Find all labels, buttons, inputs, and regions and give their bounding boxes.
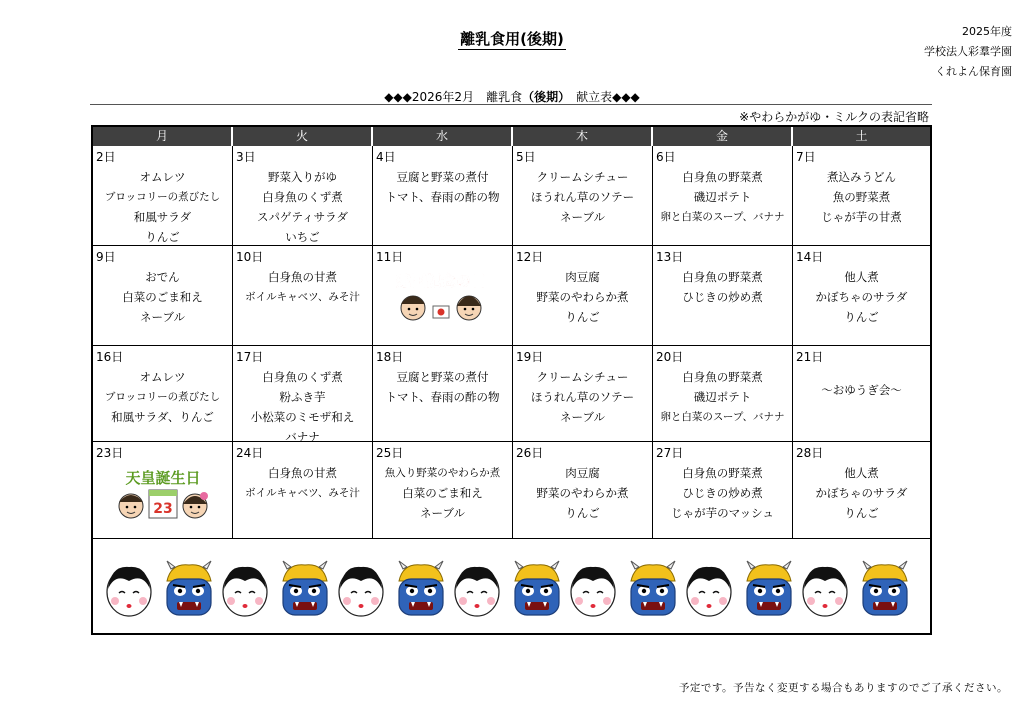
subtitle-prefix: ◆◆◆2026年2月 離乳食 bbox=[384, 90, 523, 104]
national-foundation-day-illustration bbox=[391, 270, 491, 331]
svg-text:23: 23 bbox=[153, 501, 173, 517]
menu-item: ネーブル bbox=[560, 410, 605, 424]
menu-item: ひじきの炒め煮 bbox=[682, 290, 763, 304]
menu-calendar bbox=[91, 125, 932, 635]
menu-item: 白身魚の野菜煮 bbox=[682, 466, 763, 480]
menu-item: りんご bbox=[565, 310, 600, 324]
menu-items bbox=[373, 167, 512, 207]
menu-item: ボイルキャベツ、みそ汁 bbox=[245, 487, 360, 499]
menu-item: バナナ bbox=[285, 430, 320, 442]
menu-items bbox=[93, 267, 232, 327]
menu-items bbox=[93, 167, 232, 246]
menu-items bbox=[513, 167, 652, 227]
menu-items bbox=[513, 463, 652, 523]
menu-item: 肉豆腐 bbox=[565, 466, 600, 480]
menu-item: 白身魚の野菜煮 bbox=[682, 270, 763, 284]
menu-item: ブロッコリーの煮びたし bbox=[104, 191, 221, 203]
day-cell bbox=[373, 246, 513, 346]
day-cell bbox=[373, 442, 513, 539]
menu-item: 野菜のやわらか煮 bbox=[536, 486, 629, 500]
omission-note: ※やわらかがゆ・ミルクの表記省略 bbox=[739, 110, 929, 124]
page-title bbox=[0, 28, 1024, 49]
menu-items bbox=[373, 367, 512, 407]
day-cell bbox=[93, 346, 233, 442]
menu-item: ほうれん草のソテー bbox=[530, 390, 635, 404]
day-cell bbox=[513, 346, 653, 442]
day-date: 2日 bbox=[96, 150, 116, 164]
menu-item: ネーブル bbox=[560, 210, 605, 224]
day-cell bbox=[233, 442, 373, 539]
menu-items bbox=[233, 267, 372, 307]
okame-face-icon bbox=[103, 559, 159, 621]
okame-face-icon bbox=[567, 559, 623, 621]
menu-item: 野菜のやわらか煮 bbox=[536, 290, 629, 304]
menu-item: 煮込みうどん bbox=[827, 170, 896, 184]
title-text: 離乳食用(後期) bbox=[460, 30, 564, 48]
oni-face-icon bbox=[741, 559, 797, 621]
menu-item: かぼちゃのサラダ bbox=[815, 486, 908, 500]
day-date: 27日 bbox=[656, 446, 684, 460]
menu-item: 和風サラダ、りんご bbox=[111, 410, 214, 424]
nursery-name: くれよん保育園 bbox=[935, 65, 1012, 78]
day-cell bbox=[93, 442, 233, 539]
menu-subtitle bbox=[0, 88, 1024, 105]
menu-item: 白身魚の甘煮 bbox=[268, 466, 337, 480]
menu-item: じゃが芋の甘煮 bbox=[821, 210, 902, 224]
school-info bbox=[924, 22, 1012, 82]
day-date: 9日 bbox=[96, 250, 116, 264]
day-date: 25日 bbox=[376, 446, 404, 460]
oni-face-icon bbox=[857, 559, 913, 621]
day-cell bbox=[653, 346, 793, 442]
menu-item: りんご bbox=[844, 310, 879, 324]
menu-item: 白身魚の甘煮 bbox=[268, 270, 337, 284]
menu-item: 肉豆腐 bbox=[565, 270, 600, 284]
menu-items bbox=[653, 463, 792, 523]
menu-item: 卵と白菜のスープ、バナナ bbox=[660, 411, 785, 423]
oni-face-icon bbox=[625, 559, 681, 621]
okame-face-icon bbox=[335, 559, 391, 621]
menu-item: 磯辺ポテト bbox=[693, 190, 752, 204]
menu-item: ひじきの炒め煮 bbox=[682, 486, 763, 500]
menu-item: 磯辺ポテト bbox=[693, 390, 752, 404]
menu-item: 他人煮 bbox=[844, 270, 879, 284]
menu-items bbox=[653, 267, 792, 307]
menu-item: 白身魚のくず煮 bbox=[262, 190, 343, 204]
day-cell bbox=[653, 246, 793, 346]
menu-item: 豆腐と野菜の煮付 bbox=[396, 370, 489, 384]
day-date: 13日 bbox=[656, 250, 684, 264]
menu-items bbox=[793, 463, 930, 523]
day-cell bbox=[653, 442, 793, 539]
okame-face-icon bbox=[683, 559, 739, 621]
menu-item: 白身魚のくず煮 bbox=[262, 370, 343, 384]
emperor-birthday-illustration bbox=[111, 466, 215, 525]
event-label: ～おゆうぎ会～ bbox=[821, 383, 902, 397]
day-date: 10日 bbox=[236, 250, 264, 264]
day-date: 28日 bbox=[796, 446, 824, 460]
menu-item: トマト、春雨の酢の物 bbox=[385, 190, 500, 204]
day-date: 12日 bbox=[516, 250, 544, 264]
subtitle-bold: （後期） bbox=[522, 90, 565, 104]
menu-item: 豆腐と野菜の煮付 bbox=[396, 170, 489, 184]
day-date: 19日 bbox=[516, 350, 544, 364]
day-cell bbox=[653, 146, 793, 246]
menu-items bbox=[653, 367, 792, 427]
menu-items bbox=[793, 167, 930, 227]
day-cell bbox=[93, 246, 233, 346]
setsubun-decoration bbox=[93, 539, 930, 635]
okame-face-icon bbox=[451, 559, 507, 621]
svg-text:天皇誕生日: 天皇誕生日 bbox=[125, 469, 201, 487]
menu-item: 小松菜のミモザ和え bbox=[250, 410, 355, 424]
menu-item: りんご bbox=[844, 506, 879, 520]
menu-item: オムレツ bbox=[139, 370, 186, 384]
day-date: 20日 bbox=[656, 350, 684, 364]
oni-face-icon bbox=[161, 559, 217, 621]
okame-face-icon bbox=[799, 559, 855, 621]
day-cell bbox=[793, 346, 930, 442]
menu-item: スパゲティサラダ bbox=[257, 210, 348, 224]
day-date: 14日 bbox=[796, 250, 824, 264]
day-cell bbox=[373, 346, 513, 442]
menu-item: 白菜のごま和え bbox=[402, 486, 483, 500]
menu-item: オムレツ bbox=[139, 170, 186, 184]
day-date: 3日 bbox=[236, 150, 256, 164]
day-date: 18日 bbox=[376, 350, 404, 364]
day-date: 5日 bbox=[516, 150, 536, 164]
day-date: 26日 bbox=[516, 446, 544, 460]
menu-item: ネーブル bbox=[140, 310, 185, 324]
menu-item: 和風サラダ bbox=[133, 210, 192, 224]
weekday-header: 木 bbox=[513, 127, 653, 146]
menu-item: ほうれん草のソテー bbox=[530, 190, 635, 204]
menu-items bbox=[793, 267, 930, 327]
day-cell bbox=[513, 442, 653, 539]
weekday-header: 金 bbox=[653, 127, 793, 146]
menu-item: かぼちゃのサラダ bbox=[815, 290, 908, 304]
menu-item: りんご bbox=[145, 230, 180, 244]
menu-items bbox=[233, 463, 372, 503]
day-date: 16日 bbox=[96, 350, 124, 364]
menu-item: 白菜のごま和え bbox=[122, 290, 203, 304]
menu-items bbox=[233, 167, 372, 246]
oni-face-icon bbox=[509, 559, 565, 621]
okame-face-icon bbox=[219, 559, 275, 621]
menu-item: ブロッコリーの煮びたし bbox=[104, 391, 221, 403]
day-cell bbox=[793, 442, 930, 539]
footer-note: 予定です。予告なく変更する場合もありますのでご了承ください。 bbox=[678, 682, 1008, 694]
weekday-header: 土 bbox=[793, 127, 930, 146]
day-date: 4日 bbox=[376, 150, 396, 164]
menu-item: いちご bbox=[285, 230, 320, 244]
weekday-header: 月 bbox=[93, 127, 233, 146]
menu-item: 卵と白菜のスープ、バナナ bbox=[660, 211, 785, 223]
subtitle-suffix: 献立表◆◆◆ bbox=[564, 90, 640, 104]
menu-items bbox=[513, 267, 652, 327]
menu-items bbox=[373, 463, 512, 523]
menu-item: おでん bbox=[145, 270, 180, 284]
day-date: 6日 bbox=[656, 150, 676, 164]
day-cell bbox=[233, 346, 373, 442]
oni-face-icon bbox=[277, 559, 333, 621]
menu-item: じゃが芋のマッシュ bbox=[671, 506, 774, 520]
weekday-header: 水 bbox=[373, 127, 513, 146]
weekday-header: 火 bbox=[233, 127, 373, 146]
day-date: 21日 bbox=[796, 350, 824, 364]
day-cell bbox=[513, 146, 653, 246]
day-cell bbox=[793, 146, 930, 246]
day-cell bbox=[93, 146, 233, 246]
day-cell bbox=[233, 146, 373, 246]
day-date: 23日 bbox=[96, 446, 124, 460]
day-cell bbox=[793, 246, 930, 346]
oni-face-icon bbox=[393, 559, 449, 621]
menu-item: クリームシチュー bbox=[536, 370, 629, 384]
day-cell bbox=[233, 246, 373, 346]
day-date: 24日 bbox=[236, 446, 264, 460]
day-date: 11日 bbox=[376, 250, 404, 264]
menu-item: りんご bbox=[565, 506, 600, 520]
svg-text:建国記念の日: 建国記念の日 bbox=[395, 272, 487, 290]
menu-item: クリームシチュー bbox=[536, 170, 629, 184]
day-date: 17日 bbox=[236, 350, 264, 364]
day-date: 7日 bbox=[796, 150, 816, 164]
menu-item: 白身魚の野菜煮 bbox=[682, 170, 763, 184]
menu-item: ネーブル bbox=[420, 506, 465, 520]
day-cell bbox=[373, 146, 513, 246]
menu-item: トマト、春雨の酢の物 bbox=[385, 390, 500, 404]
menu-items bbox=[93, 367, 232, 427]
school-corp: 学校法人彩羣学園 bbox=[924, 45, 1012, 58]
menu-items bbox=[653, 167, 792, 227]
divider bbox=[90, 104, 932, 105]
menu-items bbox=[233, 367, 372, 442]
menu-item: 魚の野菜煮 bbox=[832, 190, 891, 204]
menu-items bbox=[513, 367, 652, 427]
menu-item: 粉ふき芋 bbox=[279, 390, 326, 404]
menu-item: 魚入り野菜のやわらか煮 bbox=[384, 467, 501, 479]
day-cell bbox=[513, 246, 653, 346]
menu-item: 他人煮 bbox=[844, 466, 879, 480]
menu-item: 白身魚の野菜煮 bbox=[682, 370, 763, 384]
fiscal-year: 2025年度 bbox=[962, 25, 1012, 38]
menu-item: ボイルキャベツ、みそ汁 bbox=[245, 291, 360, 303]
menu-item: 野菜入りがゆ bbox=[268, 170, 337, 184]
